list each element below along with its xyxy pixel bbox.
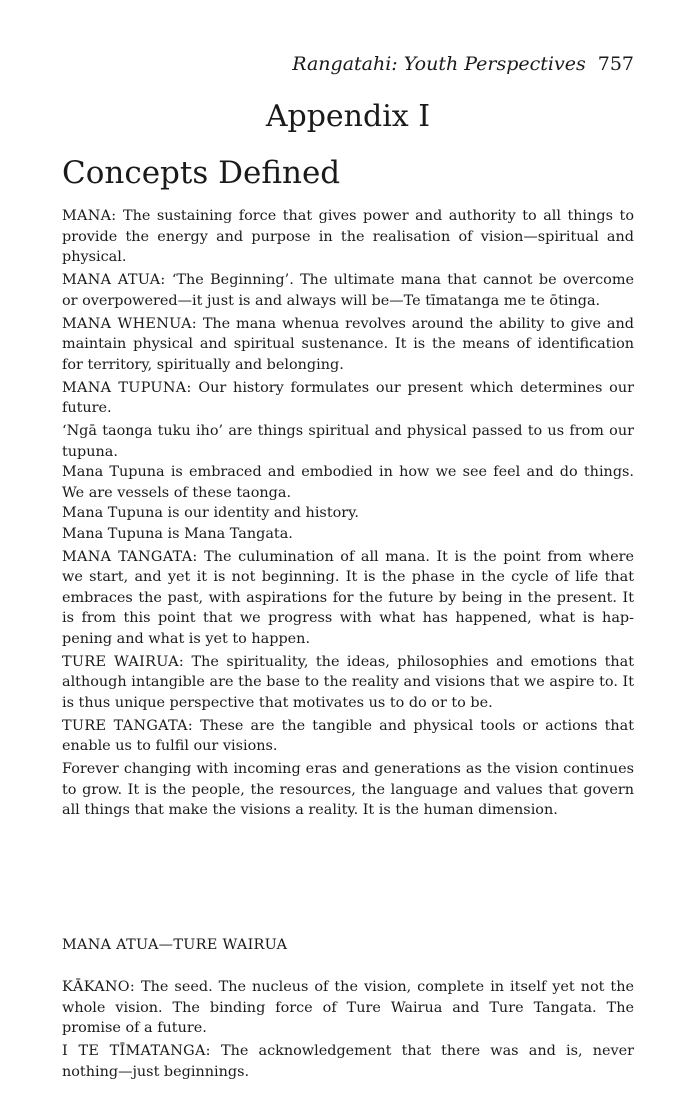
definition-text: ‘The Beginning’. The ultimate mana that cannot be overcome or overpowered—it just is and always will be—Te tīmatanga me te ōtinga.	[62, 272, 634, 309]
definition-term: MANA ATUA:	[62, 272, 166, 288]
definition-paragraph	[62, 206, 634, 268]
definition-paragraph	[62, 977, 634, 1039]
definition-paragraph	[62, 1041, 634, 1082]
subheading: MANA ATUA—TURE WAIRUA	[62, 937, 288, 953]
definition-text: These are the tangible and physical tools or actions that enable us to fulfil our visions.	[62, 717, 634, 754]
definition-text: Mana Tupuna is embraced and embodied in how we see feel and do things. We are vessels of these taonga.	[62, 464, 634, 501]
definition-paragraph	[62, 759, 634, 821]
running-header	[62, 52, 634, 76]
definition-term: I TE TĪMATANGA:	[62, 1043, 211, 1059]
definition-term: TURE WAIRUA:	[62, 653, 185, 670]
definition-text: Mana Tupuna is Mana Tangata.	[62, 525, 293, 542]
definition-term: MANA TANGATA:	[62, 548, 198, 565]
definition-text: The sustaining force that gives power and authority to all things to provide the energy and purpose in the realisation of vision—spiritual and physical.	[62, 208, 634, 265]
running-title: Rangatahi: Youth Perspectives	[292, 53, 586, 75]
definition-paragraph	[62, 421, 634, 462]
section-title: Concepts Defined	[62, 155, 341, 191]
definition-text: ‘Ngā taonga tuku iho’ are things spiritual and physical passed to us from our tupuna.	[62, 423, 634, 460]
definition-text: The mana whenua revolves around the ability to give and maintain physical and spiritual sustenance. It is the means of identification for territory, spiritually and belonging.	[62, 315, 634, 373]
definitions-list	[62, 206, 634, 823]
definition-text: The spirituality, the ideas, philosophies and emotions that although intangible are the base to the reality and visions that we aspire to. It is thus unique perspective that motivates us to do or to be.	[62, 653, 635, 711]
definition-paragraph	[62, 547, 634, 650]
definition-paragraph	[62, 270, 634, 311]
definition-text: The acknowledgement that there was and is, never nothing—just beginnings.	[62, 1043, 635, 1080]
definition-text: Our history formulates our present which determines our future.	[62, 379, 634, 416]
definition-text: Mana Tupuna is our identity and history.	[62, 505, 359, 521]
definition-text: The culumination of all mana. It is the point from where we start, and yet it is not beginning. It is the phase in the cycle of life that embraces the past, with aspirations for the future by being in the present. It is from this point that we progress with what has happened, what is happening and what is yet to happen.	[62, 548, 634, 647]
definition-text: The seed. The nucleus of the vision, complete in itself yet not the whole vision. The binding force of Ture Wairua and Ture Tangata. The promise of a future.	[62, 979, 634, 1036]
definition-text: Forever changing with incoming eras and generations as the vision continues to grow. It is the people, the resources, the language and values that govern all things that make the visions a reality. It is the human dimension.	[62, 761, 634, 818]
definition-term: KĀKANO:	[62, 979, 136, 995]
definition-paragraph	[62, 378, 634, 419]
appendix-title: Appendix I	[265, 99, 431, 134]
definition-paragraph	[62, 314, 634, 376]
definition-term: TURE TANGATA:	[62, 717, 194, 734]
definition-term: MANA:	[62, 208, 117, 224]
definition-term: MANA TUPUNA:	[62, 379, 192, 396]
definition-paragraph	[62, 524, 634, 545]
definitions-list-2	[62, 977, 634, 1085]
definition-paragraph	[62, 503, 634, 524]
definition-paragraph	[62, 462, 634, 503]
definition-paragraph	[62, 652, 634, 714]
page-number: 757	[597, 53, 634, 75]
definition-term: MANA WHENUA:	[62, 315, 197, 332]
definition-paragraph	[62, 716, 634, 757]
